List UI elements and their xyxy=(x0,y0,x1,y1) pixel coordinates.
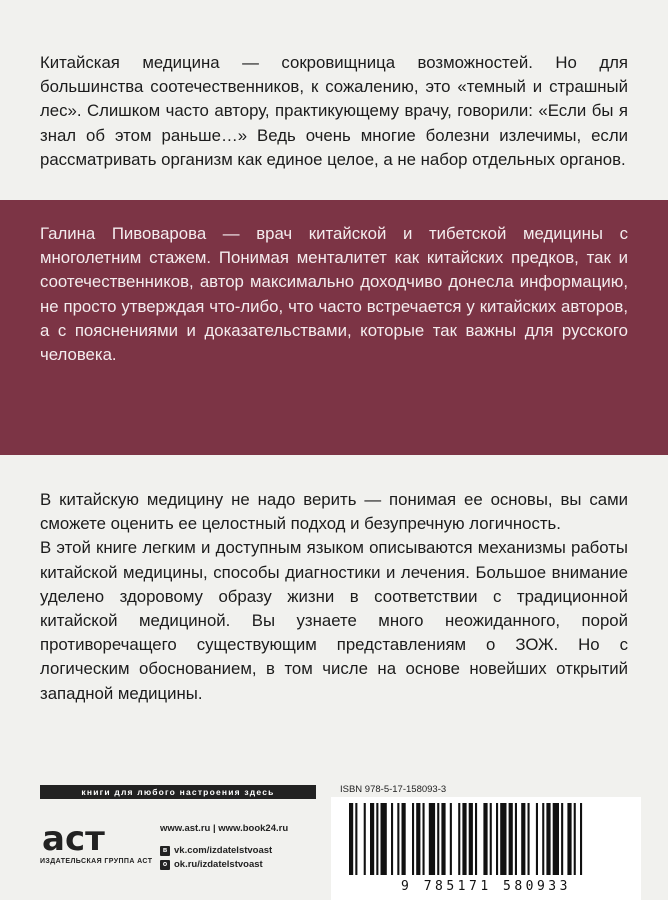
barcode-bar xyxy=(397,803,399,875)
publisher-caption: ИЗДАТЕЛЬСКАЯ ГРУППА АСТ xyxy=(40,858,153,865)
isbn-label: ISBN 978-5-17-158093-3 xyxy=(340,784,447,795)
barcode-bar xyxy=(381,803,387,875)
ast-logo-icon xyxy=(40,808,150,858)
ok-link[interactable]: ok.ru/izdatelstvoast xyxy=(174,859,263,870)
barcode-bar xyxy=(509,803,513,875)
logo-lettering: аст xyxy=(42,819,105,858)
tagline-strip: книги для любого настроения здесь xyxy=(40,785,316,799)
barcode-bar xyxy=(402,803,406,875)
barcode-bar xyxy=(423,803,425,875)
barcode-bar xyxy=(490,803,492,875)
barcode-bar xyxy=(542,803,544,875)
barcode-bar xyxy=(483,803,487,875)
barcode-bar xyxy=(376,803,378,875)
barcode xyxy=(331,797,641,900)
barcode-bar xyxy=(364,803,366,875)
barcode-bar xyxy=(515,803,517,875)
websites-link[interactable]: www.ast.ru | www.book24.ru xyxy=(160,823,289,834)
author-paragraph: Галина Пивоварова — врач китайской и тибетской медицины с многолетним стажем. Понимая менталитет как китайских предков, так и соотечественников, автор максимально доходчиво донесла информацию, не просто утверждая что-либо, что часто встречается у китайских авторов, а с пояснениями и доказательствами, которые так важны для русского человека. xyxy=(40,224,628,365)
barcode-bar xyxy=(412,803,414,875)
description-lead: В китайскую медицину не надо верить — понимая ее основы, вы сами сможете оценить ее целостный подход и безупречную логичность. xyxy=(40,490,628,534)
barcode-bar xyxy=(469,803,473,875)
barcode-bar xyxy=(567,803,571,875)
intro-paragraph: Китайская медицина — сокровищница возможностей. Но для большинства соотечественников, к сожалению, это «темный и страшный лес». Слишком часто автору, практикующему врачу, говорили: «Если бы я знал об этом раньше…» Ведь очень многие болезни излечимы, если рассматривать организм как единое целое, а не набор отдельных органов. xyxy=(40,53,628,169)
barcode-bar xyxy=(458,803,460,875)
barcode-bar xyxy=(462,803,466,875)
barcode-bar xyxy=(521,803,525,875)
publisher-links xyxy=(160,822,288,872)
barcode-bar xyxy=(391,803,393,875)
barcode-bar xyxy=(355,803,357,875)
barcode-bar xyxy=(429,803,435,875)
barcode-bars-icon xyxy=(331,797,641,879)
barcode-bar xyxy=(580,803,582,875)
barcode-bar xyxy=(536,803,538,875)
barcode-bar xyxy=(441,803,445,875)
description-body: В этой книге легким и доступным языком описываются механизмы работы китайской медицины, способы диагностики и лечения. Большое внимание уделено здоровому образу жизни в соответствии с традиционной китайской медициной. Вы узнаете много неожиданного, порой противоречащего существующим представлениям о ЗОЖ. Но с логическим обоснованием, в том числе на основе новейших открытий западной медицины. xyxy=(40,538,628,703)
barcode-bar xyxy=(496,803,498,875)
barcode-bar xyxy=(528,803,530,875)
barcode-bar xyxy=(450,803,452,875)
barcode-bar xyxy=(416,803,420,875)
barcode-bar xyxy=(370,803,374,875)
barcode-bar xyxy=(475,803,477,875)
barcode-bar xyxy=(349,803,353,875)
barcode-bar xyxy=(500,803,506,875)
barcode-bar xyxy=(553,803,559,875)
vk-link[interactable]: vk.com/izdatelstvoast xyxy=(174,845,273,856)
barcode-bar xyxy=(561,803,563,875)
description-block xyxy=(40,488,628,706)
barcode-number: 9 785171 580933 xyxy=(401,879,571,894)
vk-icon: в xyxy=(160,846,170,856)
barcode-bar xyxy=(574,803,576,875)
barcode-bar xyxy=(546,803,550,875)
ok-icon: о xyxy=(160,860,170,870)
barcode-bar xyxy=(437,803,439,875)
author-band xyxy=(0,200,668,455)
